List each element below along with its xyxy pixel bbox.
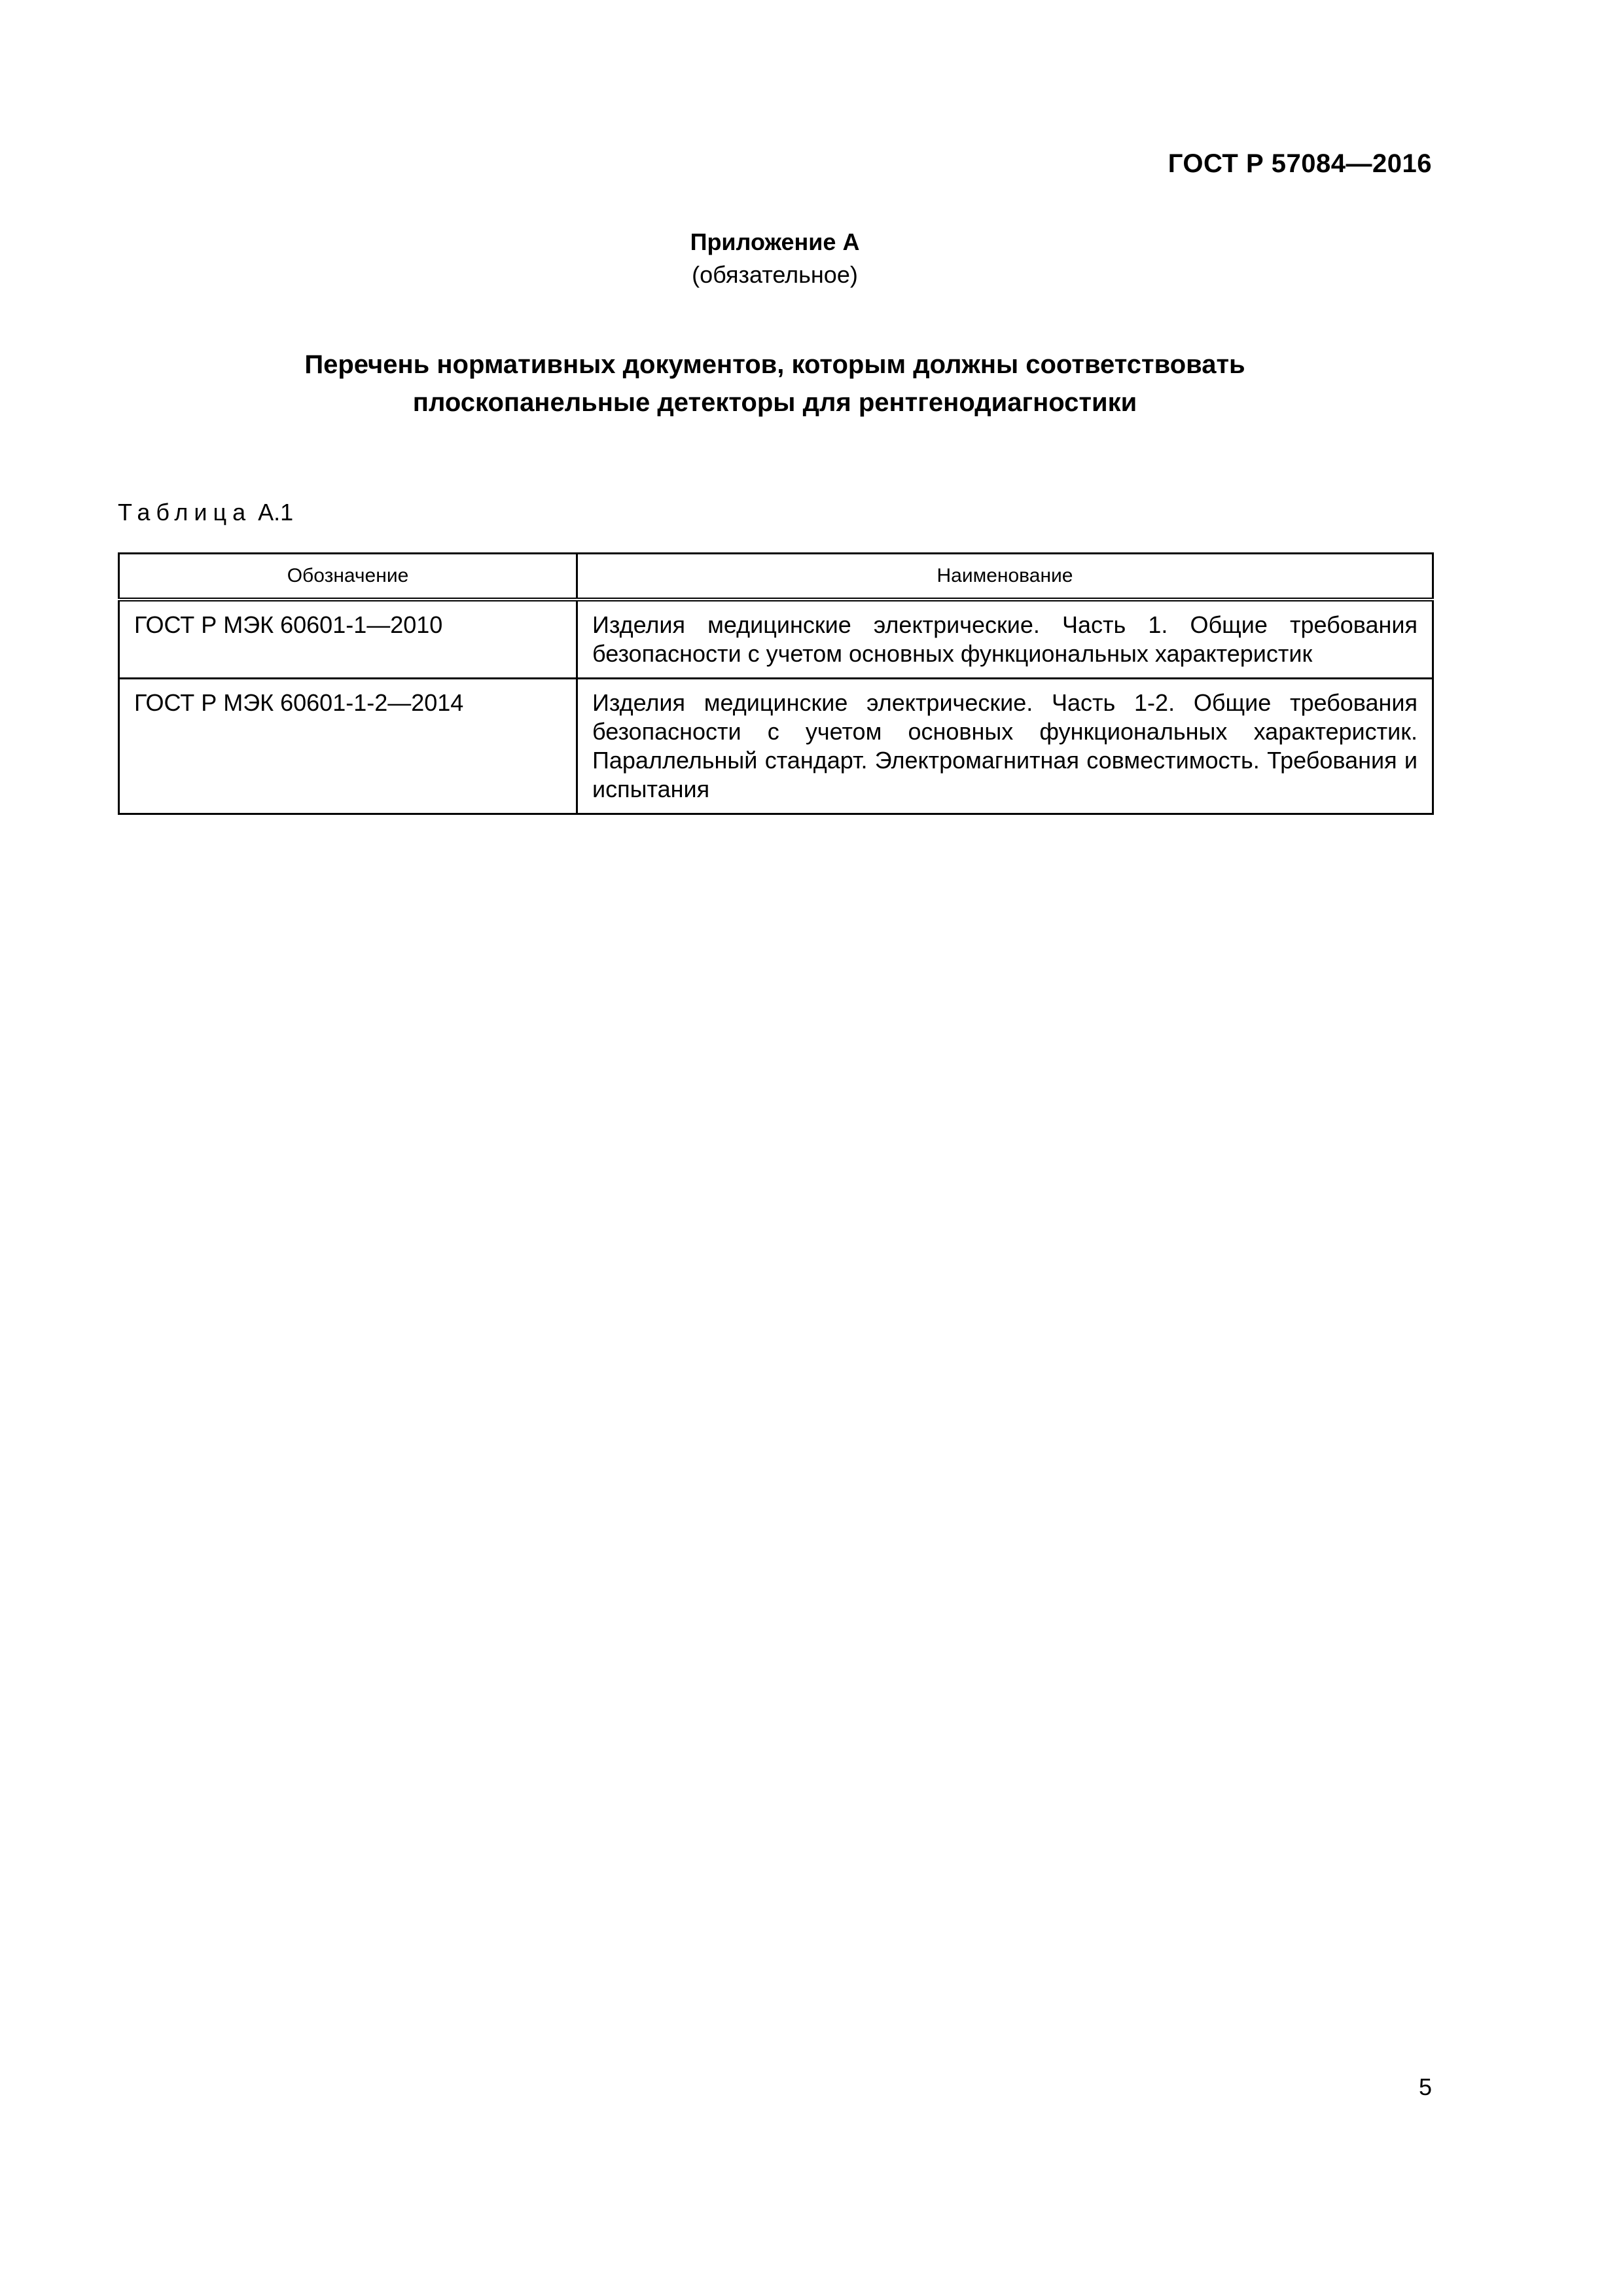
table-caption: [118, 499, 293, 526]
annex-heading-line-2: плоскопанельные детекторы для рентгенодиагностики: [412, 388, 1137, 417]
standards-table: [118, 552, 1434, 815]
table-row: [119, 600, 1433, 679]
page-number: 5: [1418, 2073, 1432, 2100]
cell-name: Изделия медицинские электрические. Часть 1-2. Общие требования безопасности с учетом основных функциональных характеристик. Параллельный стандарт. Электромагнитная совместимость. Требования и испытания: [577, 679, 1433, 814]
table-row: [119, 679, 1433, 814]
cell-designation: ГОСТ Р МЭК 60601-1—2010: [119, 600, 577, 679]
annex-status: (обязательное): [692, 261, 858, 288]
annex-heading-line-1: Перечень нормативных документов, которым должны соответствовать: [304, 350, 1245, 379]
column-header-designation: Обозначение: [119, 554, 577, 600]
annex-title: Приложение А: [690, 228, 860, 255]
document-code: ГОСТ Р 57084—2016: [1168, 149, 1432, 178]
table-caption-label: Таблица: [118, 499, 252, 526]
column-header-name: Наименование: [577, 554, 1433, 600]
cell-name: Изделия медицинские электрические. Часть 1. Общие требования безопасности с учетом основных функциональных характеристик: [577, 600, 1433, 679]
annex-heading: [118, 346, 1432, 422]
table-header-row: [119, 554, 1433, 600]
table-caption-number: А.1: [258, 499, 294, 526]
cell-designation: ГОСТ Р МЭК 60601-1-2—2014: [119, 679, 577, 814]
